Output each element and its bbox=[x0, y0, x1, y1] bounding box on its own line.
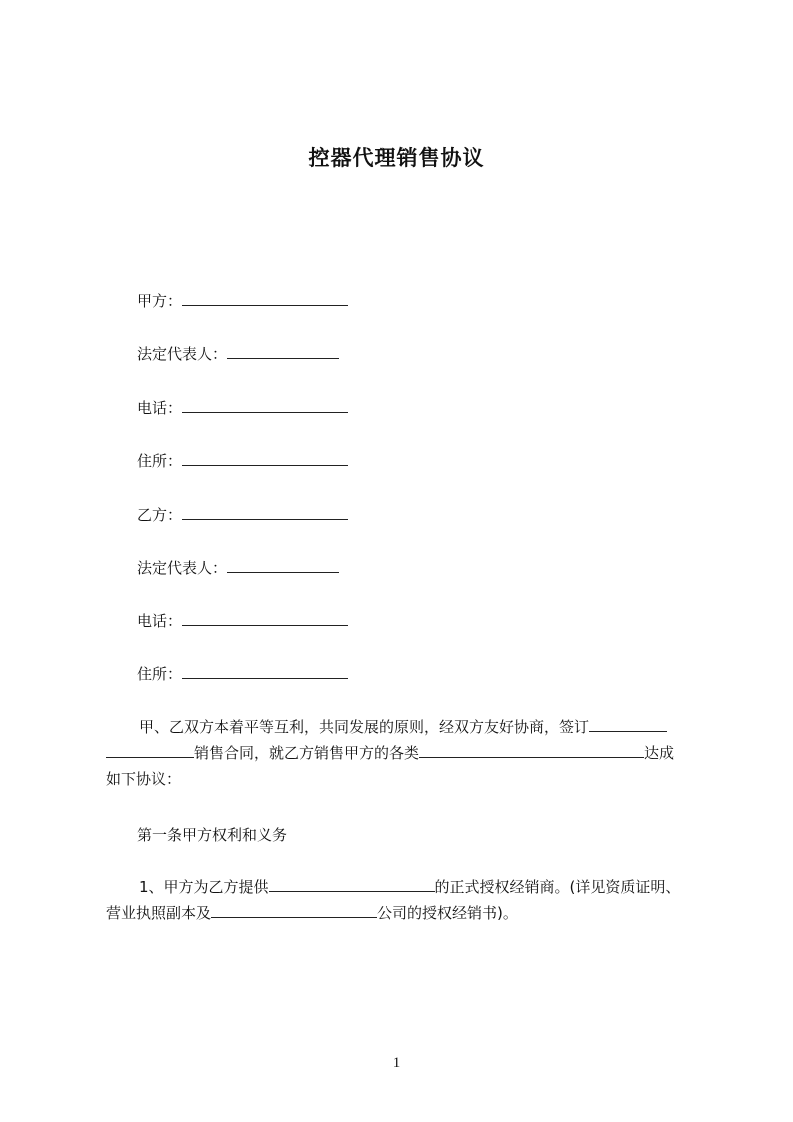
party-a-address-field bbox=[137, 451, 348, 471]
party-b-representative-field bbox=[137, 558, 339, 578]
clause-1-paragraph bbox=[106, 874, 701, 926]
clause-1-line-2 bbox=[106, 900, 701, 926]
party-b-phone-blank bbox=[182, 611, 348, 626]
intro-text-2a: 销售合同，就乙方销售甲方的各类 bbox=[194, 744, 420, 762]
party-a-representative-field bbox=[137, 344, 339, 364]
party-b-field bbox=[137, 505, 348, 525]
intro-text-2b: 达成 bbox=[644, 744, 675, 762]
party-a-label: 甲方： bbox=[137, 292, 183, 310]
party-a-representative-blank bbox=[227, 344, 339, 359]
clause-1-blank-2 bbox=[211, 903, 377, 918]
page-number: 1 bbox=[392, 1055, 401, 1071]
intro-blank-1 bbox=[589, 717, 667, 732]
party-b-representative-blank bbox=[227, 558, 339, 573]
party-b-address-label: 住所： bbox=[137, 665, 183, 683]
party-b-representative-label: 法定代表人： bbox=[137, 559, 228, 577]
party-a-representative-label: 法定代表人： bbox=[137, 345, 228, 363]
party-b-blank bbox=[182, 505, 348, 520]
document-title: 控器代理销售协议 bbox=[308, 146, 485, 170]
party-b-phone-label: 电话： bbox=[137, 612, 183, 630]
clause-1-text-1b: 的正式授权经销商。(详见资质证明、 bbox=[434, 878, 681, 896]
party-a-blank bbox=[182, 291, 348, 306]
party-a-field bbox=[137, 291, 348, 311]
party-b-address-field bbox=[137, 664, 348, 684]
party-a-phone-label: 电话： bbox=[137, 399, 183, 417]
intro-line-2 bbox=[106, 740, 701, 766]
intro-blank-3 bbox=[419, 743, 644, 758]
intro-line-1 bbox=[106, 714, 701, 740]
clause-1-text-2b: 公司的授权经销书)。 bbox=[377, 904, 518, 922]
clause-1-line-1 bbox=[106, 874, 701, 900]
intro-text-1: 甲、乙双方本着平等互利，共同发展的原则，经双方友好协商，签订 bbox=[139, 718, 590, 736]
intro-line-3: 如下协议： bbox=[106, 770, 182, 788]
clause-1-text-2a: 营业执照副本及 bbox=[106, 904, 212, 922]
party-a-phone-field bbox=[137, 398, 348, 418]
party-a-address-blank bbox=[182, 451, 348, 466]
article-1-heading: 第一条甲方权利和义务 bbox=[137, 826, 288, 844]
party-b-phone-field bbox=[137, 611, 348, 631]
clause-1-text-1a: 1、甲方为乙方提供 bbox=[139, 878, 269, 896]
party-a-address-label: 住所： bbox=[137, 452, 183, 470]
clause-1-blank-1 bbox=[269, 877, 435, 892]
party-b-address-blank bbox=[182, 664, 348, 679]
party-b-label: 乙方： bbox=[137, 506, 183, 524]
intro-blank-2 bbox=[106, 743, 194, 758]
intro-paragraph bbox=[106, 714, 701, 792]
party-a-phone-blank bbox=[182, 398, 348, 413]
